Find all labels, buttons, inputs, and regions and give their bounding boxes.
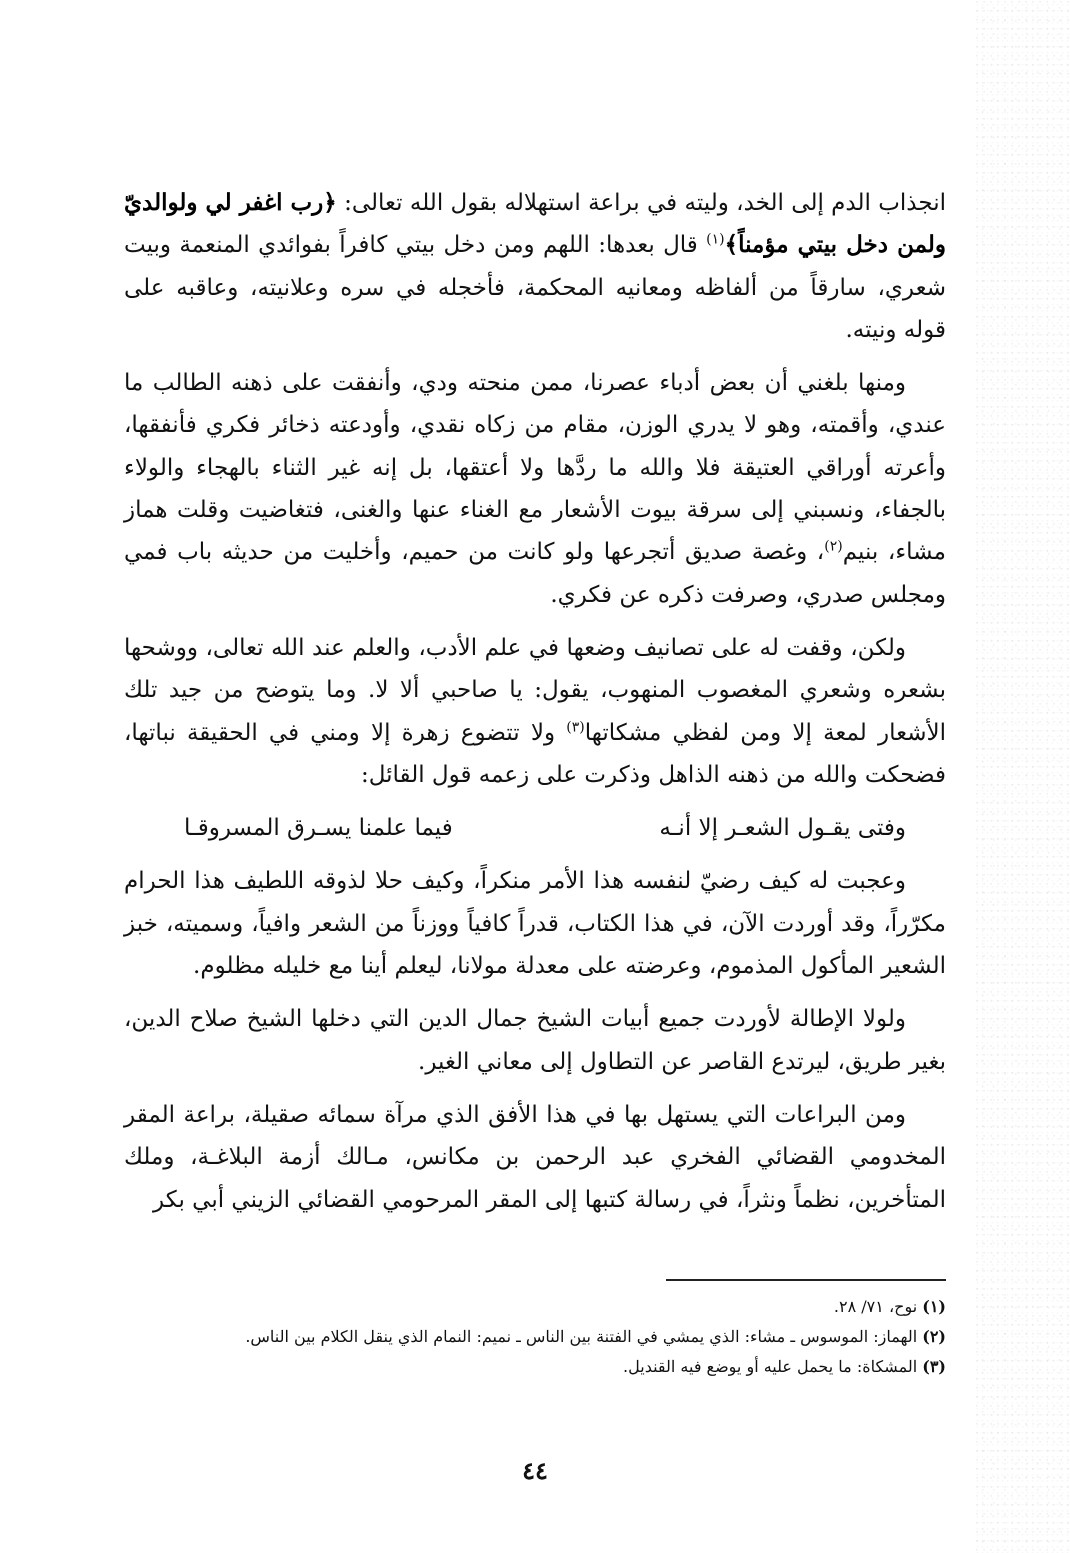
footnote-text: الهماز: الموسوس ـ مشاء: الذي يمشي في الفتنة بين الناس ـ نميم: النمام الذي ينقل الكلام بين الناس.	[245, 1327, 918, 1346]
paragraph-3-start: ولكن، وقفت له على تصانيف وضعها في علم الأدب، والعلم عند الله تعالى، ووشحها بشعره وشعري المغصوب المنهوب، يقول: يا صاحبي ألا لا. وما يتوضح من جيد تلك الأشعار لمعة إلا ومن لفظي مشكاتها	[124, 634, 946, 746]
footnotes	[120, 1292, 946, 1382]
scan-edge-texture	[975, 0, 1070, 1553]
footnote-ref-1: (١)	[706, 231, 725, 248]
footnote-number: (٣)	[922, 1357, 946, 1376]
verse-second-hemistich: فيما علمنا يسـرق المسروقـا	[184, 815, 453, 842]
footnote-2	[120, 1322, 946, 1352]
footnote-ref-2: (٢)	[824, 538, 843, 555]
poem-verse	[124, 807, 946, 849]
paragraph-2	[124, 362, 946, 616]
paragraph-3-end: ولا تتضوع زهرة إلا ومني في الحقيقة نباتها، فضحكت والله من ذهنه الذاهل وذكرت على زعمه قول القائل:	[124, 719, 946, 788]
footnote-number: (١)	[922, 1297, 946, 1316]
footnote-ref-3: (٣)	[566, 718, 585, 735]
main-text	[124, 182, 946, 1232]
quran-quote: ﴿رب اغفر لي ولوالديّ ولمن دخل بيتي مؤمناً﴾	[124, 189, 946, 259]
footnote-1	[120, 1292, 946, 1322]
paragraph-2-end: ، وغصة صديق أتجرعها ولو كانت من حميم، وأخليت من حديثه باب فمي ومجلس صدري، وصرفت ذكره عن فكري.	[124, 539, 946, 608]
paragraph-5: ولولا الإطالة لأوردت جميع أبيات الشيخ جمال الدين التي دخلها الشيخ صلاح الدين، بغير طريق، ليرتدع القاصر عن التطاول إلى معاني الغير.	[124, 1006, 946, 1075]
page-number: ٤٤	[522, 1456, 548, 1485]
paragraph-1-start: انجذاب الدم إلى الخد، وليته في براعة استهلاله بقول الله تعالى:	[336, 190, 946, 216]
footnote-text: نوح، ٧١/ ٢٨.	[833, 1297, 918, 1316]
footnote-text: المشكاة: ما يحمل عليه أو يوضع فيه القنديل.	[623, 1357, 918, 1376]
paragraph-4: وعجبت له كيف رضيّ لنفسه هذا الأمر منكراً، وكيف حلا لذوقه اللطيف هذا الحرام مكرّراً، وقد أوردت الآن، في هذا الكتاب، قدراً كافياً ووزناً من الشعر وافياً، وسميته، خبز الشعير المأكول المذموم، وعرضته على معدلة مولانا، ليعلم أينا مع خليله مظلوم.	[124, 868, 946, 980]
paragraph-1-end: قال بعدها: اللهم ومن دخل بيتي كافراً بفوائدي المنعمة وبيت شعري، سارقاً من ألفاظه ومعانيه المحكمة، فأخجله في سره وعلانيته، وعاقبه على قوله ونيته.	[124, 232, 946, 343]
footnote-divider	[666, 1279, 946, 1281]
paragraph-3	[124, 627, 946, 796]
paragraph-1	[124, 182, 946, 351]
footnote-number: (٢)	[922, 1327, 946, 1346]
paragraph-6: ومن البراعات التي يستهل بها في هذا الأفق الذي مرآة سمائه صقيلة، براعة المقر المخدومي القضائي الفخري عبد الرحمن بن مكانس، مـالك أزمة البلاغـة، وملك المتأخرين، نظماً ونثراً، في رسالة كتبها إلى المقر المرحومي القضائي الزيني أبي بكر	[124, 1101, 946, 1213]
verse-first-hemistich: وفتى يقـول الشعـر إلا أنـه	[659, 815, 906, 842]
paragraph-2-start: ومنها بلغني أن بعض أدباء عصرنا، ممن منحته ودي، وأنفقت على ذهنه الطالب ما عندي، وأقمته، وهو لا يدري الوزن، مقام من زكاه نقدي، وأودعته ذخائر فكري فأنفقها، وأعرته أوراقي العتيقة فلا والله ما ردَّها ولا أعتقها، بل إنه غير الثناء بالهجاء والولاء بالجفاء، ونسبني إلى سرقة بيوت الأشعار مع الغناء عنها والغنى، فتغاضيت وقلت هماز مشاء، بنيم	[124, 370, 946, 566]
footnote-3	[120, 1352, 946, 1382]
